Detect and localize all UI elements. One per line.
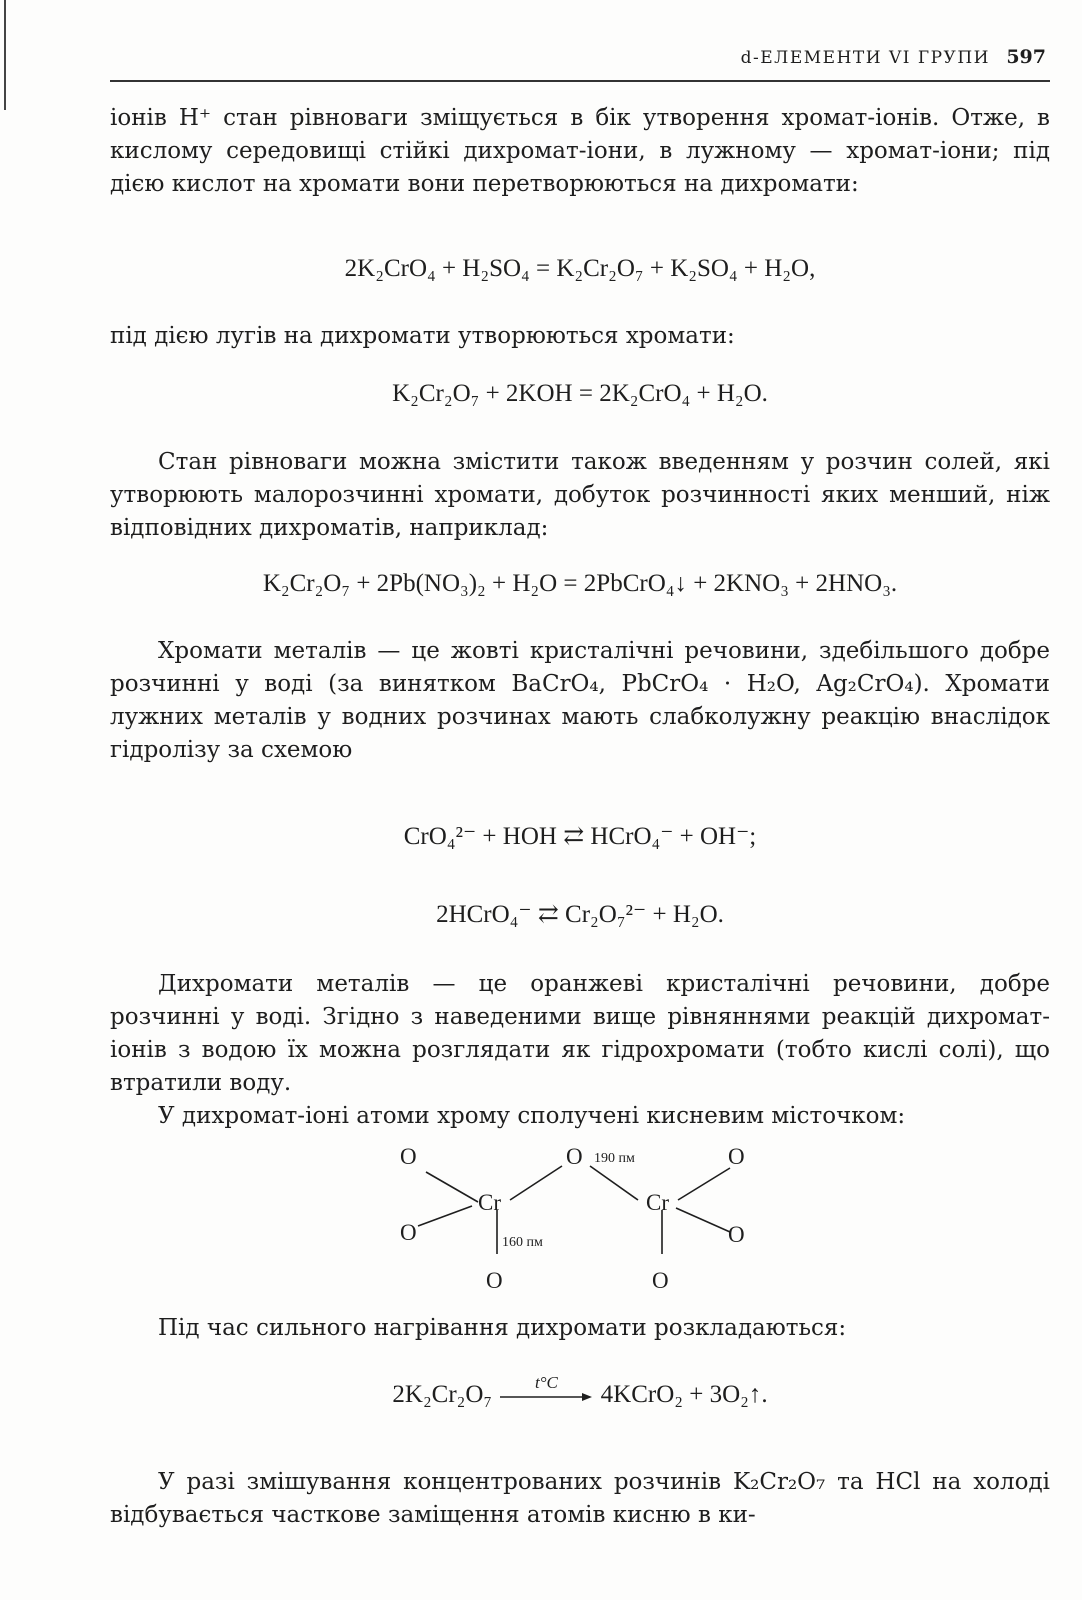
equation-6-reactant: 2K₂Cr₂O₇ [392, 1381, 493, 1408]
equation-3: K₂Cr₂O₇ + 2Pb(NO₃)₂ + H₂O = 2PbCrO₄↓ + 2KNO₃ + 2HNO₃. [262, 570, 898, 597]
paragraph-4: Хромати металів — це жовті кристалічні речовини, здебільшого добре розчинні у воді (за винятком BaCrO₄, PbCrO₄ · H₂O, Ag₂CrO₄). Хромати лужних металів у водних розчинах мають слабколужну реакцію внаслідок гідролізу за схемою [110, 638, 1050, 763]
paragraph-3: Стан рівноваги можна змістити також введенням у розчин солей, які утворюють малорозчинні хромати, добуток розчинності яких менший, ніж відповідних дихроматів, наприклад: [110, 449, 1050, 541]
bond-length-terminal: 160 пм [502, 1235, 543, 1250]
paragraph-5: Дихромати металів — це оранжеві кристалічні речовини, добре розчинні у воді. Згідно з наведеними вище рівняннями реакцій дихромат-іонів з водою їх можна розглядати як гідрохромати (тобто кислі солі), що втратили воду. [110, 971, 1050, 1096]
equation-5: 2HCrO₄⁻ ⇄ Cr₂O₇²⁻ + H₂O. [436, 901, 724, 928]
chromium-right: Cr [646, 1190, 669, 1215]
paragraph-8: У разі змішування концентрованих розчинів K₂Cr₂O₇ та HCl на холоді відбувається часткове заміщення атомів кисню в ки- [110, 1469, 1050, 1528]
paragraph-2: під дією лугів на дихромати утворюються хромати: [110, 323, 735, 349]
running-title: d-ЕЛЕМЕНТИ VI ГРУПИ [740, 48, 990, 68]
page-edge-shadow [4, 0, 6, 110]
chromium-left: Cr [478, 1190, 501, 1215]
equation-2: K₂Cr₂O₇ + 2KOH = 2K₂CrO₄ + H₂O. [392, 380, 768, 407]
dichromate-structure-diagram [390, 1138, 790, 1308]
page-header [110, 40, 1050, 82]
equation-4: CrO₄²⁻ + HOH ⇄ HCrO₄⁻ + OH⁻; [403, 823, 757, 850]
oxygen-top-left: O [400, 1144, 417, 1169]
oxygen-bridge: O [566, 1144, 583, 1169]
oxygen-bottom-right: O [652, 1268, 669, 1293]
oxygen-right: O [728, 1222, 745, 1247]
equation-6 [110, 1373, 1050, 1412]
reaction-condition: t°C [534, 1373, 558, 1393]
oxygen-left: O [400, 1220, 417, 1245]
page-number: 597 [1006, 46, 1046, 68]
paragraph-7: Під час сильного нагрівання дихромати розкладаються: [158, 1315, 847, 1341]
paragraph-1: іонів H⁺ стан рівноваги зміщується в бік утворення хромат-іонів. Отже, в кислому середовищі стійкі дихромат-іони, в лужному — хромат-іони; під дією кислот на хромати вони перетворюються на дихромати: [110, 105, 1050, 197]
right-arrow-icon [498, 1392, 594, 1402]
bond-length-bridge: 190 пм [594, 1151, 635, 1166]
reaction-arrow [498, 1373, 594, 1410]
paragraph-6: У дихромат-іоні атоми хрому сполучені кисневим місточком: [158, 1103, 906, 1129]
equation-1: 2K₂CrO₄ + H₂SO₄ = K₂Cr₂O₇ + K₂SO₄ + H₂O, [344, 255, 816, 282]
dichromate-structure [390, 1138, 790, 1308]
oxygen-top-right: O [728, 1144, 745, 1169]
oxygen-bottom-left: O [486, 1268, 503, 1293]
equation-6-products: 4KCrO₂ + 3O₂↑. [600, 1381, 768, 1408]
